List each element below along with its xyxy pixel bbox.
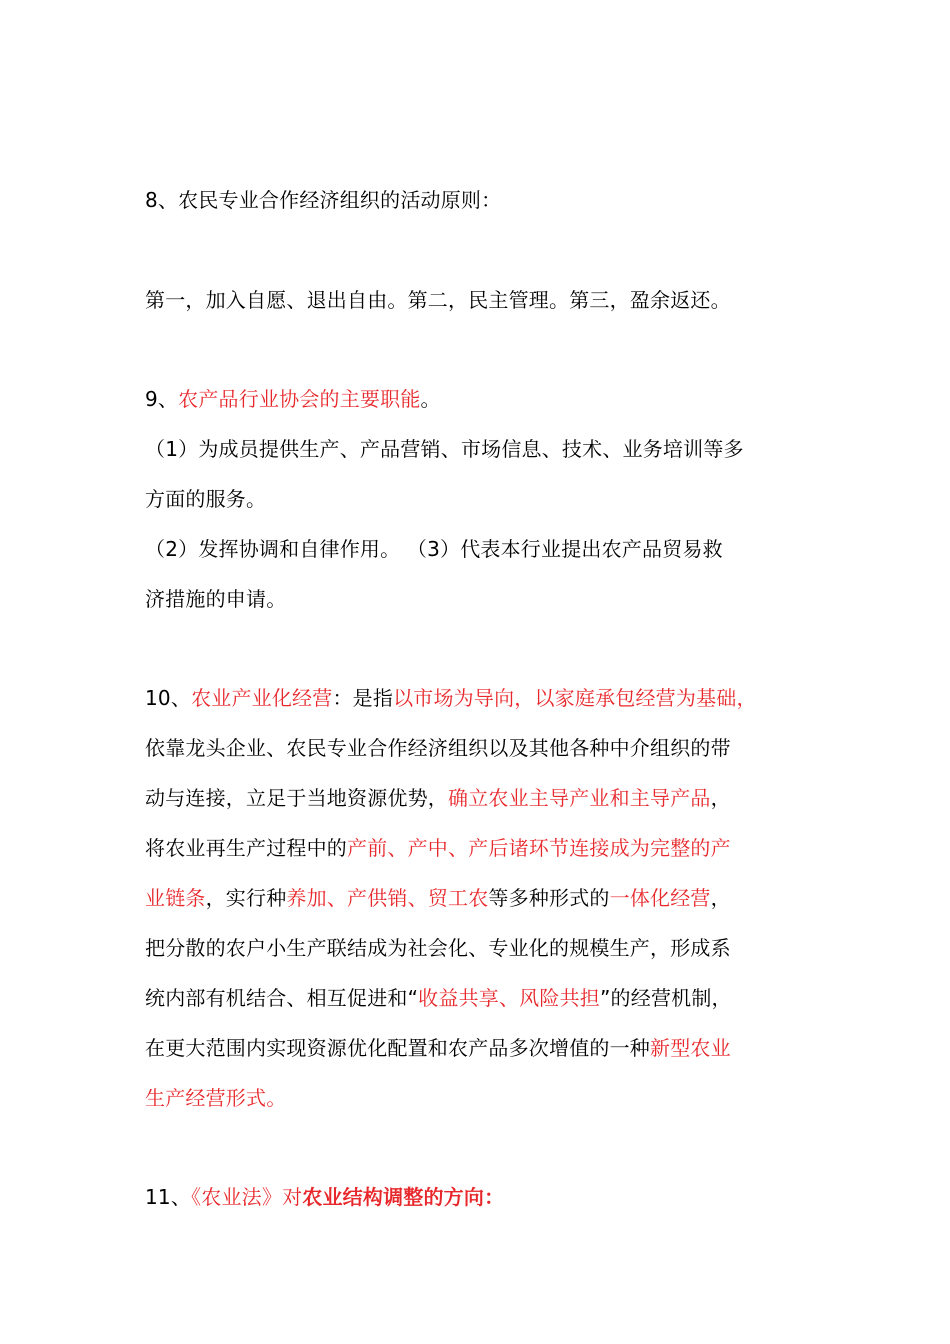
section-10-line-3 [145,784,731,812]
section-10-text-5b: 等多种形式的 [488,886,610,910]
section-10-highlight-7: 收益共享、风险共担 [418,986,600,1010]
section-8-heading-text: 8、农民专业合作经济组织的活动原则： [145,188,502,212]
section-10-text-2: 依靠龙头企业、农民专业合作经济组织以及其他各种中介组织的带 [145,736,731,760]
section-10-highlight-5a: 业链条 [145,886,206,910]
section-10-line-1 [145,684,757,712]
section-9-item-1-line-2 [145,485,266,513]
section-11-heading [145,1183,504,1211]
section-10-text-6: 把分散的农户小生产联结成为社会化、专业化的规模生产，形成系 [145,936,731,960]
section-11-title: 农业结构调整的方向： [302,1185,505,1209]
section-10-highlight-4: 产前、产中、产后诸环节连接成为完整的产 [347,836,731,860]
section-10-mid: ：是指 [332,686,394,710]
section-10-highlight-8: 新型农业 [650,1036,731,1060]
section-10-line-7 [145,984,732,1012]
section-9-item-1-line-1 [145,435,744,463]
section-10-line-5 [145,884,731,912]
section-10-text-5a: ，实行种 [205,886,287,910]
section-8-body [145,286,731,314]
section-10-highlight-5b: 养加、产供销、贸工农 [286,886,489,910]
section-9-heading [145,385,441,413]
section-10-highlight-5c: 一体化经营 [609,886,711,910]
section-9-item-2-text-a: （2）发挥协调和自律作用。 （3）代表本行业提出农产品贸易救 [145,537,723,561]
section-10-line-8 [145,1034,731,1062]
section-10-highlight-9: 生产经营形式。 [145,1086,287,1110]
section-8-heading [145,186,501,214]
section-10-text-7b: ”的经营机制， [599,986,732,1010]
section-10-highlight-3: 确立农业主导产业和主导产品 [448,786,711,810]
section-9-item-2-text-b: 济措施的申请。 [145,587,287,611]
section-9-item-2-line-2 [145,585,286,613]
section-10-term: 农业产业化经营 [191,686,333,710]
section-9-number: 9、 [145,387,179,411]
section-10-text-4a: 将农业再生产过程中的 [145,836,347,860]
section-10-text-8a: 在更大范围内实现资源优化配置和农产品多次增值的一种 [145,1036,650,1060]
section-9-item-2-line-1 [145,535,723,563]
section-10-text-3a: 动与连接，立足于当地资源优势， [145,786,448,810]
section-10-number: 10、 [145,686,192,710]
section-9-item-1-text-a: （1）为成员提供生产、产品营销、市场信息、技术、业务培训等多 [145,437,744,461]
section-10-line-2 [145,734,731,762]
section-10-line-4 [145,834,731,862]
section-11-dui: 对 [282,1185,303,1209]
section-11-number: 11、 [145,1185,192,1209]
section-10-text-5c: ， [710,886,731,910]
section-9-title-end: 。 [420,387,441,411]
section-10-line-9 [145,1084,286,1112]
section-10-highlight-1: 以市场为导向，以家庭承包经营为基础， [393,686,757,710]
section-9-item-1-text-b: 方面的服务。 [145,487,267,511]
section-10-text-3b: ， [710,786,731,810]
section-10-text-7a: 统内部有机结合、相互促进和“ [145,986,419,1010]
section-10-line-6 [145,934,731,962]
section-11-law: 《农业法》 [191,1185,283,1209]
section-8-body-text: 第一，加入自愿、退出自由。第二，民主管理。第三，盈余返还。 [145,288,731,312]
section-9-title: 农产品行业协会的主要职能 [178,387,421,411]
